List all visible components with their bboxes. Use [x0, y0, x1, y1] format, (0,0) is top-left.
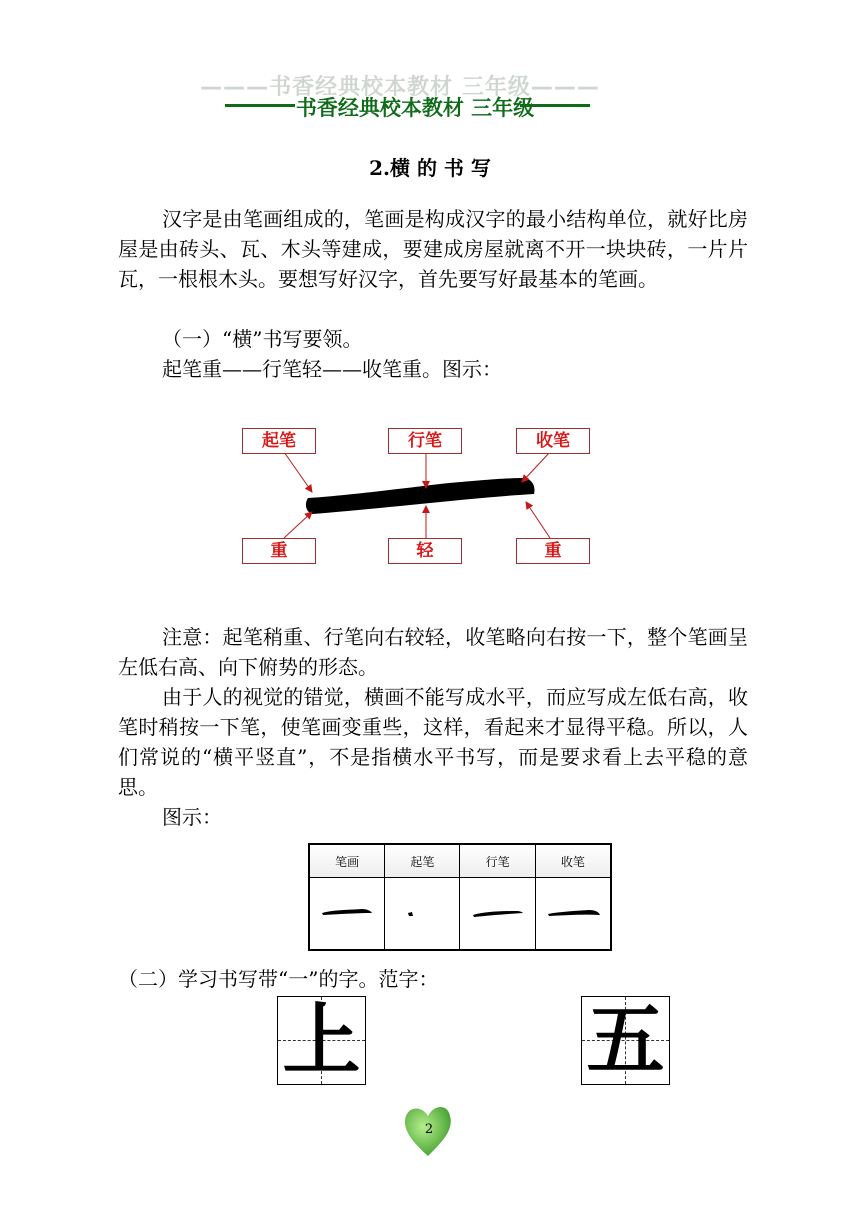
section-title: 2.横 的 书 写	[369, 156, 491, 180]
stroke-diagram	[240, 420, 600, 570]
subheading-two: （二）学习书写带“一”的字。范字：	[118, 967, 439, 991]
explanation-paragraph: 由于人的视觉的错觉，横画不能写成水平，而应写成左低右高，收笔时稍按一下笔，使笔画变重些，这样，看起来才显得平稳。所以，人们常说的“横平竖直”，不是指横水平书写，而是要求看上去平稳的意思。	[118, 685, 748, 799]
stroke-rule: 起笔重——行笔轻——收笔重。图示：	[162, 357, 502, 381]
label-move-stroke: 行笔	[388, 428, 462, 454]
full-stroke-sample	[309, 878, 385, 951]
end-stroke-sample	[535, 878, 611, 951]
label-heavy-start: 重	[242, 538, 316, 564]
table-header: 笔画	[309, 844, 385, 878]
header-title: 书香经典校本教材 三年级	[295, 96, 535, 120]
label-start-stroke: 起笔	[242, 428, 316, 454]
page-number: 2	[424, 1122, 434, 1137]
sample-char-box-wu	[581, 996, 670, 1085]
table-header: 收笔	[535, 844, 611, 878]
table-header: 行笔	[460, 844, 535, 878]
note-paragraph: 注意：起笔稍重、行笔向右较轻，收笔略向右按一下，整个笔画呈左低右高、向下俯势的形态。	[118, 625, 748, 679]
table-header: 起笔	[385, 844, 460, 878]
intro-paragraph: 汉字是由笔画组成的，笔画是构成汉字的最小结构单位，就好比房屋是由砖头、瓦、木头等建成，要建成房屋就离不开一块块砖，一片片瓦，一根根木头。要想写好汉字，首先要写好最基本的笔画。	[118, 207, 748, 291]
horizontal-stroke-shape	[306, 478, 535, 514]
label-end-stroke: 收笔	[516, 428, 590, 454]
sample-char-box-shang	[277, 996, 366, 1085]
sample-char: 上	[282, 995, 361, 1086]
figure-caption: 图示：	[162, 805, 222, 829]
move-stroke-sample	[460, 878, 535, 951]
subheading-one: （一）“横”书写要领。	[162, 327, 363, 351]
start-stroke-sample	[385, 878, 460, 951]
label-heavy-end: 重	[516, 538, 590, 564]
sample-char: 五	[586, 995, 665, 1086]
label-light-middle: 轻	[388, 538, 462, 564]
stroke-table	[308, 843, 612, 951]
header-shadow-text: ———书香经典校本教材 三年级———	[200, 75, 600, 100]
